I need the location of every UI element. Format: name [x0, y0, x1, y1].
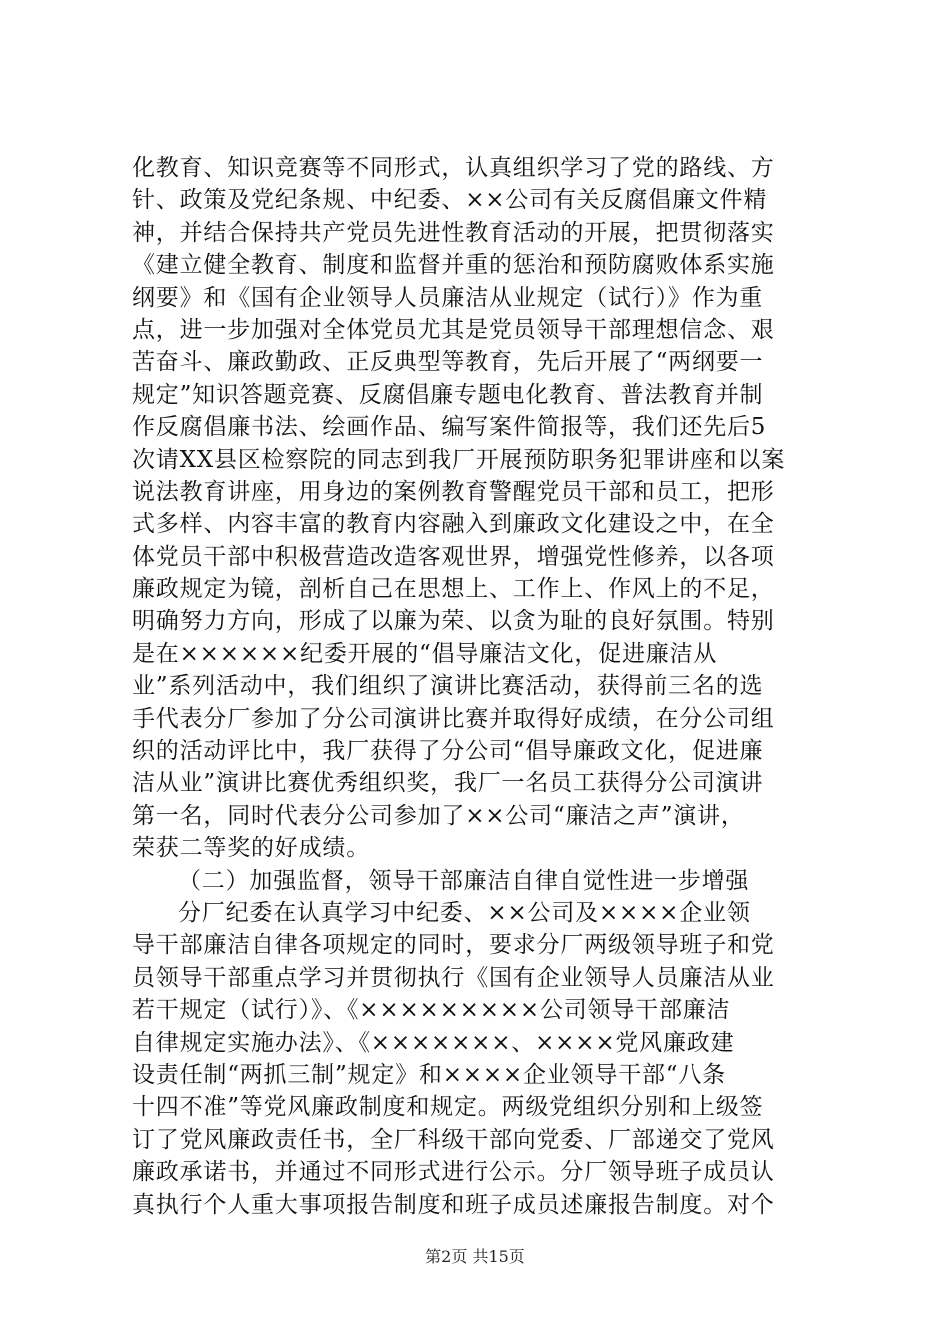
document-body [132, 152, 832, 1221]
text-line: 导干部廉洁自律各项规定的同时，要求分厂两级领导班子和党 [132, 932, 775, 959]
text-line: 设责任制“两抓三制”规定》和××××企业领导干部“八条 [132, 1061, 726, 1088]
page-number-footer: 第2页 共15页 [425, 1247, 525, 1266]
text-line: 神，并结合保持共产党员先进性教育活动的开展，把贯彻落实 [132, 219, 775, 246]
text-line: 《建立健全教育、制度和监督并重的惩治和预防腐败体系实施 [132, 252, 775, 279]
text-line: 业”系列活动中，我们组织了演讲比赛活动，获得前三名的选 [132, 673, 764, 700]
text-line: 洁从业”演讲比赛优秀组织奖，我厂一名员工获得分公司演讲 [132, 770, 764, 797]
text-line: 说法教育讲座，用身边的案例教育警醒党员干部和员工，把形 [132, 478, 775, 505]
text-line: 分厂纪委在认真学习中纪委、××公司及××××企业领 [178, 899, 751, 926]
text-line: 荣获二等奖的好成绩。 [132, 835, 370, 862]
text-line: 真执行个人重大事项报告制度和班子成员述廉报告制度。对个 [132, 1191, 775, 1218]
text-line: 作反腐倡廉书法、绘画作品、编写案件简报等，我们还先后5 [132, 414, 767, 441]
text-line: 纲要》和《国有企业领导人员廉洁从业规定（试行）》作为重 [132, 284, 764, 311]
text-line: 廉政规定为镜，剖析自己在思想上、工作上、作风上的不足， [132, 576, 775, 603]
text-line: 员领导干部重点学习并贯彻执行《国有企业领导人员廉洁从业 [132, 964, 775, 991]
text-line: 廉政承诺书，并通过不同形式进行公示。分厂领导班子成员认 [132, 1159, 775, 1186]
text-line: 十四不准”等党风廉政制度和规定。两级党组织分别和上级签 [132, 1094, 764, 1121]
text-line: 式多样、内容丰富的教育内容融入到廉政文化建设之中，在全 [132, 511, 775, 538]
text-line: 苦奋斗、廉政勤政、正反典型等教育，先后开展了“两纲要一 [132, 349, 764, 376]
text-line: 织的活动评比中，我厂获得了分公司“倡导廉政文化，促进廉 [132, 738, 764, 765]
text-line: 订了党风廉政责任书，全厂科级干部向党委、厂部递交了党风 [132, 1126, 775, 1153]
text-line: 若干规定（试行）》、《×××××××××公司领导干部廉洁 [132, 997, 731, 1024]
text-line: 明确努力方向，形成了以廉为荣、以贪为耻的良好氛围。特别 [132, 608, 775, 635]
text-line: 规定”知识答题竞赛、反腐倡廉专题电化教育、普法教育并制 [132, 381, 764, 408]
text-line: 第一名，同时代表分公司参加了××公司“廉洁之声”演讲， [132, 802, 745, 829]
text-line: 手代表分厂参加了分公司演讲比赛并取得好成绩，在分公司组 [132, 705, 775, 732]
text-line: 点，进一步加强对全体党员尤其是党员领导干部理想信念、艰 [132, 316, 775, 343]
text-line: 体党员干部中积极营造改造客观世界，增强党性修养，以各项 [132, 543, 775, 570]
section-heading: （二）加强监督，领导干部廉洁自律自觉性进一步增强 [178, 867, 750, 894]
text-line: 次请XX县区检察院的同志到我厂开展预防职务犯罪讲座和以案 [132, 446, 786, 473]
text-line: 化教育、知识竞赛等不同形式，认真组织学习了党的路线、方 [132, 155, 775, 181]
text-line: 自律规定实施办法》、《×××××××、××××党风廉政建 [132, 1029, 735, 1056]
text-line: 是在××××××纪委开展的“倡导廉洁文化，促进廉洁从 [132, 640, 718, 667]
text-line: 针、政策及党纪条规、中纪委、××公司有关反腐倡廉文件精 [132, 187, 768, 214]
